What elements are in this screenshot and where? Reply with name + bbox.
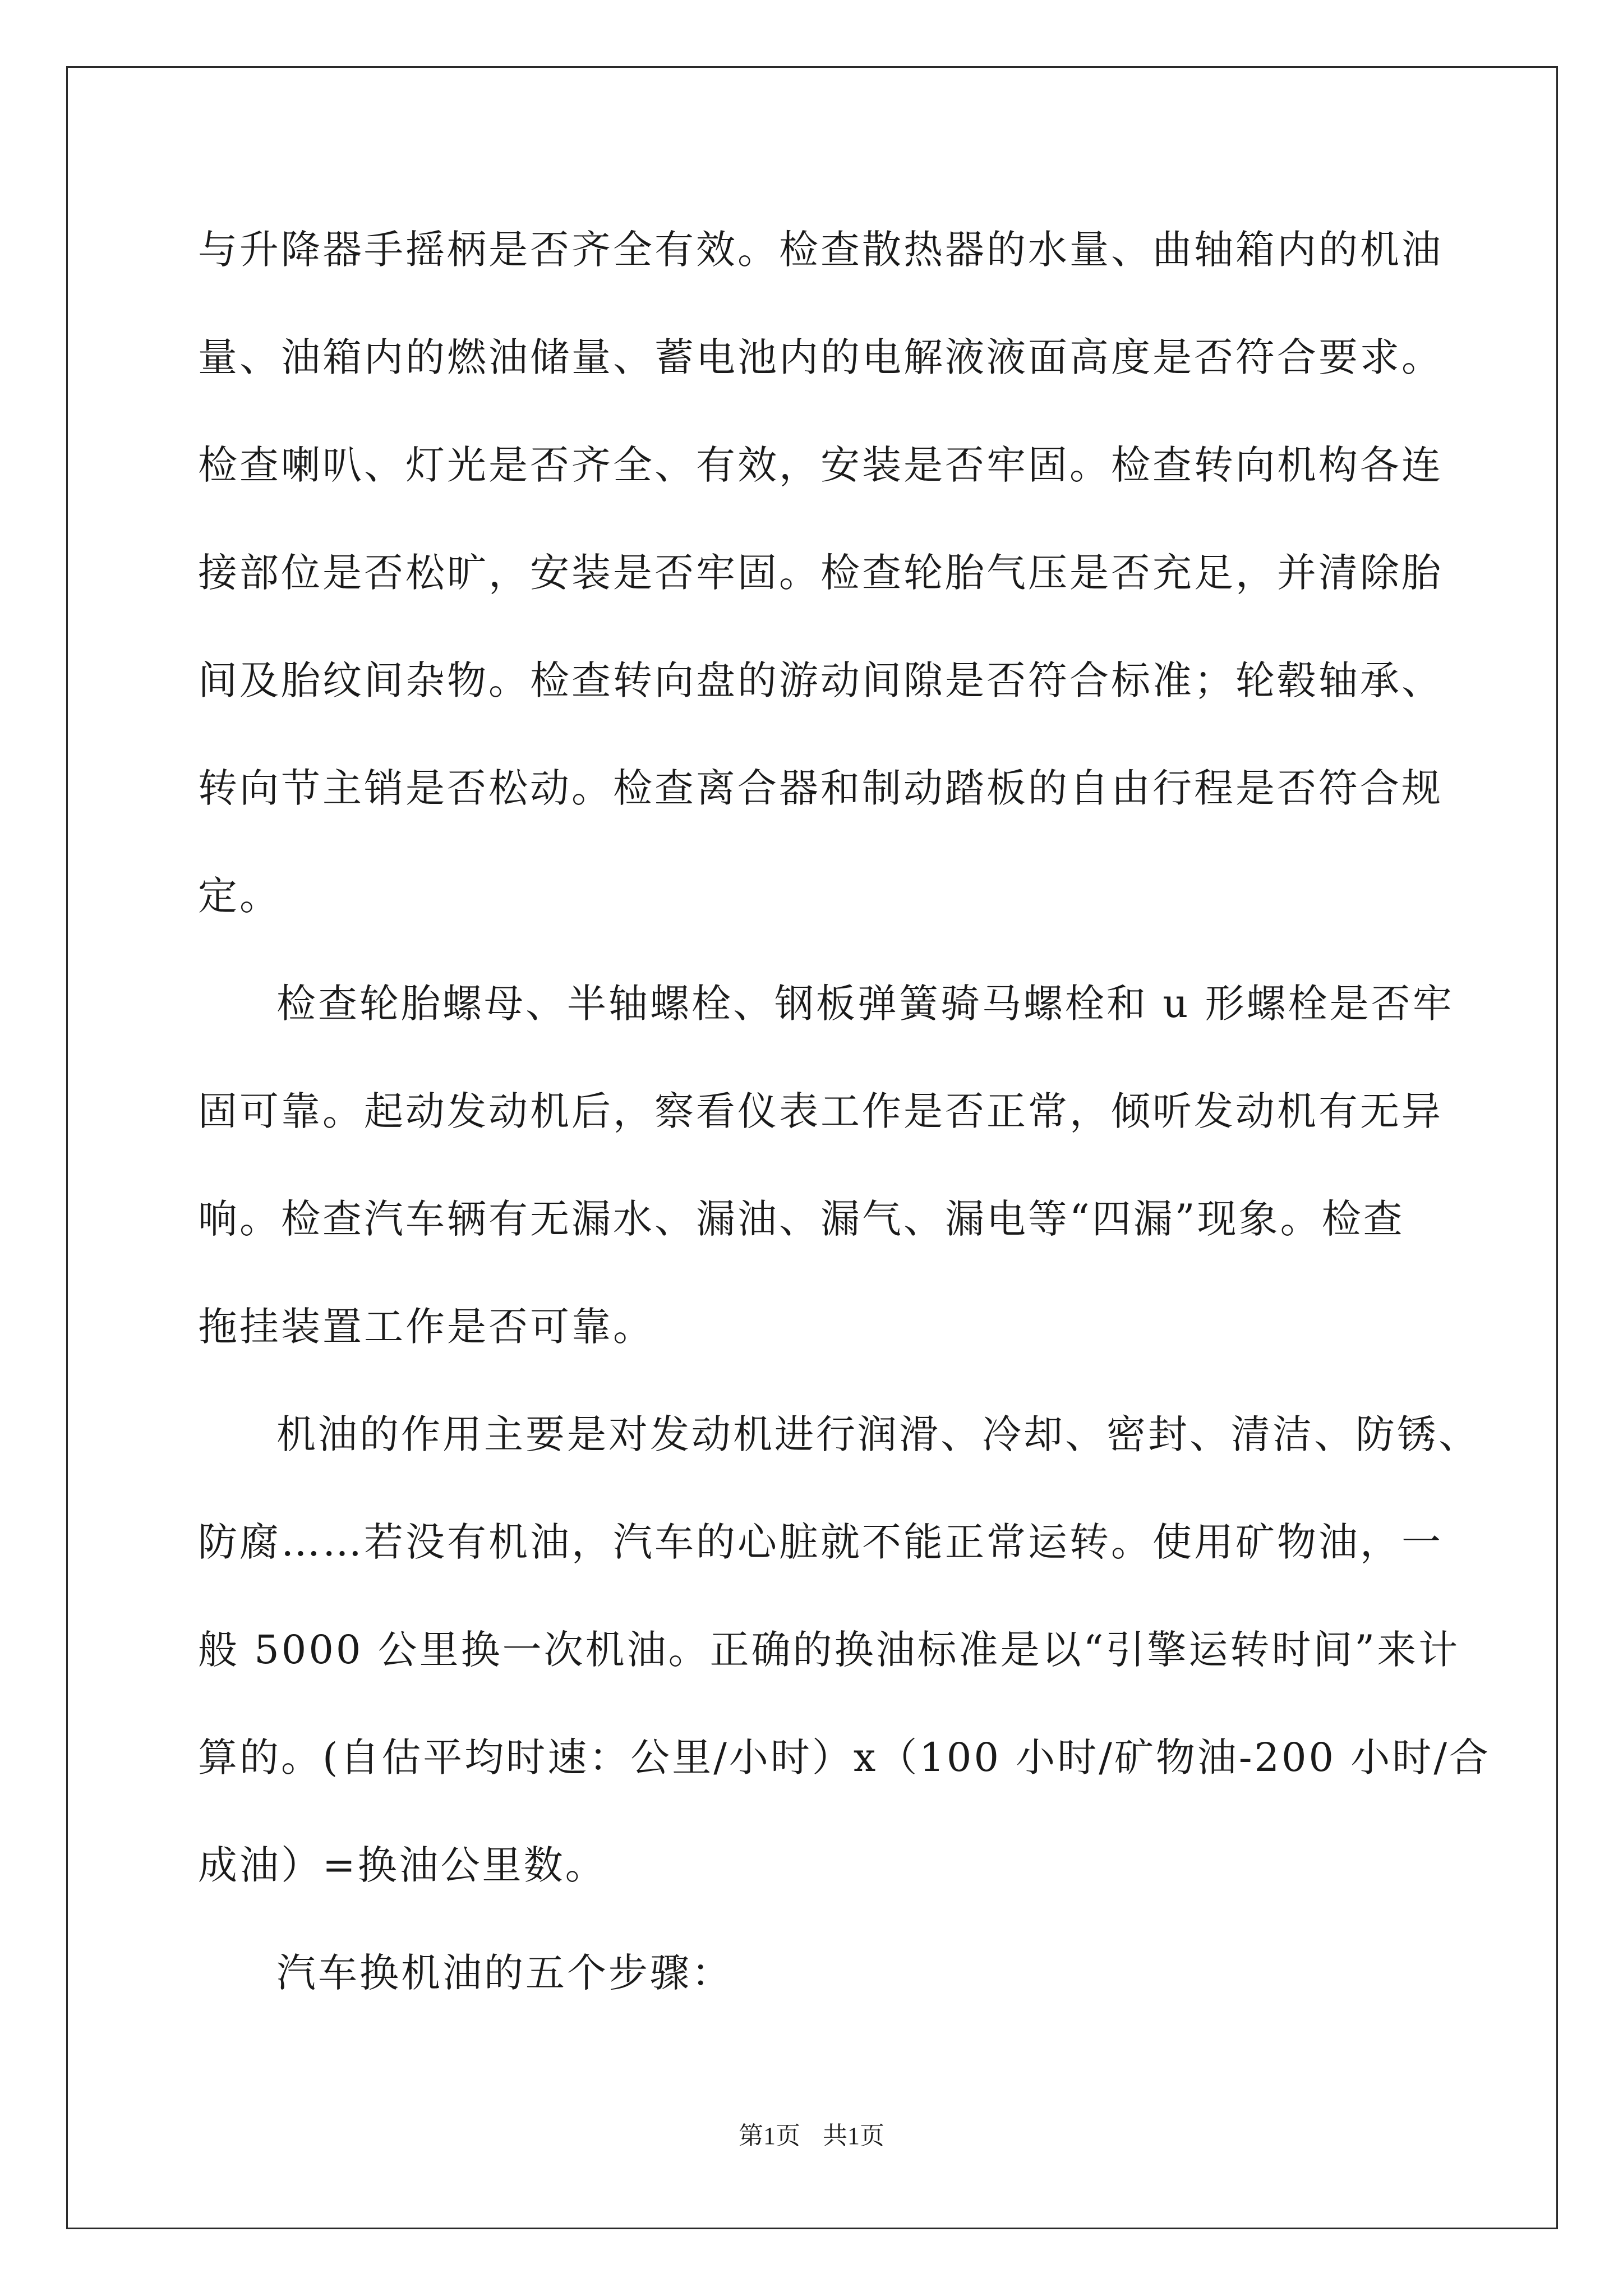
text-line bbox=[198, 754, 1443, 862]
line-text: 算的。(自估平均时速：公里/小时）x（100 小时/矿物油-200 小时/合 bbox=[198, 1734, 1491, 1780]
text-line bbox=[198, 1832, 1437, 1939]
page-footer bbox=[0, 2119, 1623, 2153]
line-text: 间及胎纹间杂物。检查转向盘的游动间隙是否符合标准；轮毂轴承、 bbox=[198, 657, 1443, 703]
line-text: 成油）=换油公里数。 bbox=[198, 1842, 607, 1888]
text-line bbox=[198, 1401, 1480, 1508]
line-text: 般 5000 公里换一次机油。正确的换油标准是以“引擎运转时间”来计 bbox=[198, 1627, 1460, 1673]
line-text: 与升降器手摇柄是否齐全有效。检查散热器的水量、曲轴箱内的机油 bbox=[198, 227, 1443, 273]
text-line bbox=[198, 216, 1443, 324]
text-line bbox=[198, 647, 1443, 754]
line-text: 量、油箱内的燃油储量、蓄电池内的电解液液面高度是否符合要求。 bbox=[198, 334, 1443, 380]
line-text: 转向节主销是否松动。检查离合器和制动踏板的自由行程是否符合规 bbox=[198, 765, 1443, 811]
text-line bbox=[198, 1185, 1437, 1293]
text-line bbox=[198, 539, 1443, 647]
line-text: 机油的作用主要是对发动机进行润滑、冷却、密封、清洁、防锈、 bbox=[276, 1411, 1480, 1457]
line-text: 检查喇叭、灯光是否齐全、有效，安装是否牢固。检查转向机构各连 bbox=[198, 442, 1443, 488]
page-number: 第1页 bbox=[739, 2122, 800, 2150]
text-line bbox=[198, 1724, 1491, 1832]
text-line bbox=[198, 970, 1454, 1078]
page-total: 共1页 bbox=[823, 2122, 884, 2150]
text-line bbox=[198, 1078, 1443, 1185]
line-text: 防腐……若没有机油，汽车的心脏就不能正常运转。使用矿物油，一 bbox=[198, 1519, 1443, 1565]
line-text: 接部位是否松旷，安装是否牢固。检查轮胎气压是否充足，并清除胎 bbox=[198, 550, 1443, 596]
text-line bbox=[198, 1508, 1443, 1616]
text-line bbox=[198, 324, 1443, 431]
line-text: 汽车换机油的五个步骤： bbox=[276, 1950, 733, 1996]
text-line bbox=[198, 1293, 1437, 1401]
line-text: 检查轮胎螺母、半轴螺栓、钢板弹簧骑马螺栓和 u 形螺栓是否牢 bbox=[276, 981, 1454, 1027]
document-body bbox=[198, 216, 1491, 2047]
line-text: 拖挂装置工作是否可靠。 bbox=[198, 1304, 654, 1350]
text-line bbox=[198, 1616, 1460, 1724]
text-line bbox=[198, 431, 1443, 539]
line-text: 定。 bbox=[198, 873, 281, 919]
line-text: 响。检查汽车辆有无漏水、漏油、漏气、漏电等“四漏”现象。检查 bbox=[198, 1196, 1405, 1242]
text-line bbox=[198, 862, 1437, 970]
text-line bbox=[198, 1939, 1437, 2047]
line-text: 固可靠。起动发动机后，察看仪表工作是否正常，倾听发动机有无异 bbox=[198, 1088, 1443, 1134]
